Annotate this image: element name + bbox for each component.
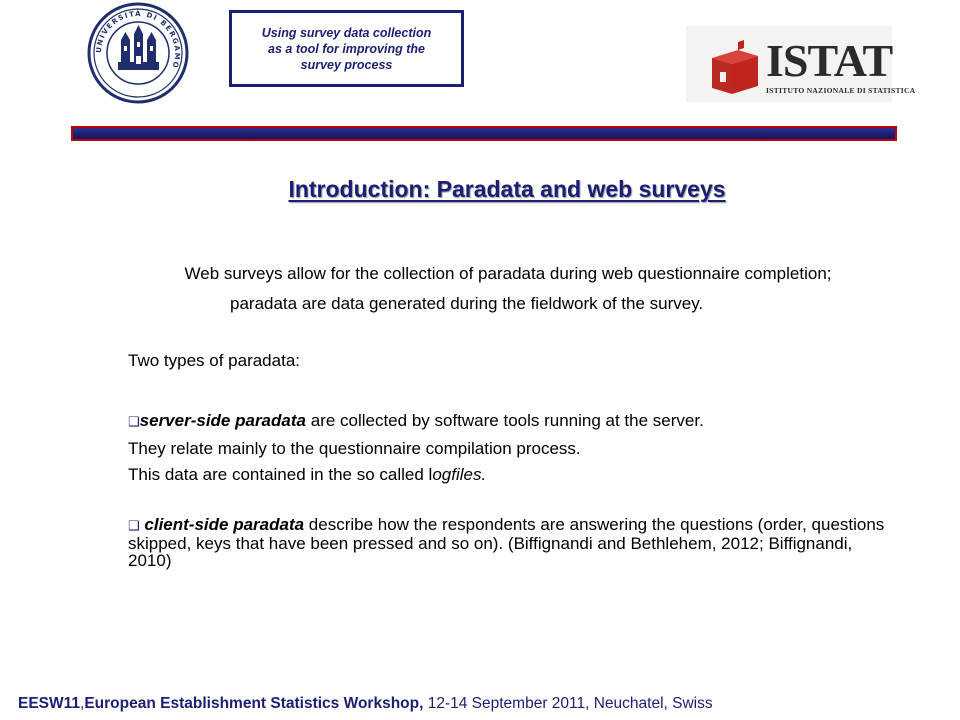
intro-line-2: paradata are data generated during the fieldwork of the survey. [230, 294, 704, 313]
client-text: describe how the respondents are answering the questions (order, questions skipped, keys that have been pressed and so on). (Biffignandi and Bethlehem, 2012; Biffignandi, 2010) [128, 515, 885, 570]
client-side-term: client-side paradata [144, 515, 305, 534]
types-heading: Two types of paradata: [128, 351, 300, 370]
server-line-1 [128, 408, 888, 436]
istat-wordmark: ISTAT [766, 35, 893, 86]
callout-line-3: survey process [300, 57, 393, 72]
seal-ring-text: UNIVERSITÀ DI BERGAMO [94, 9, 182, 70]
logfiles-term: ogfiles. [432, 465, 487, 484]
footer-event-details: 12-14 September 2011, Neuchatel, Swiss [423, 695, 713, 712]
callout-line-1: Using survey data collection [261, 25, 432, 40]
footer-separator: , [80, 695, 85, 712]
server-side-section [128, 408, 888, 488]
footer [18, 695, 713, 713]
istat-logo [686, 26, 916, 102]
callout-line-2: as a tool for improving the [268, 41, 425, 56]
footer-event-name: European Establishment Statistics Workshop, [84, 695, 424, 712]
server-line-2: They relate mainly to the questionnaire compilation process. [128, 439, 581, 458]
university-seal-logo [78, 2, 198, 104]
server-line-1-text: are collected by software tools running at the server. [305, 411, 704, 430]
server-side-term: server-side paradata [139, 411, 306, 430]
server-line-3 [128, 462, 888, 488]
intro-line-1: Web surveys allow for the collection of paradata during web questionnaire completion; [184, 264, 832, 283]
server-line-3-text: This data are contained in the so called l [128, 465, 433, 484]
istat-subtitle: ISTITUTO NAZIONALE DI STATISTICA [766, 86, 916, 95]
istat-cube-icon [708, 40, 762, 96]
footer-event-code: EESW11 [18, 695, 81, 712]
slide-title: Introduction: Paradata and web surveys [288, 176, 726, 202]
bullet-checkbox-icon: ❑ [128, 519, 140, 534]
header-divider-band [71, 126, 897, 141]
bullet-checkbox-icon: ❑ [128, 415, 140, 430]
client-side-section [128, 516, 888, 569]
slide-body [128, 264, 888, 569]
presentation-subtitle-box [229, 10, 464, 87]
